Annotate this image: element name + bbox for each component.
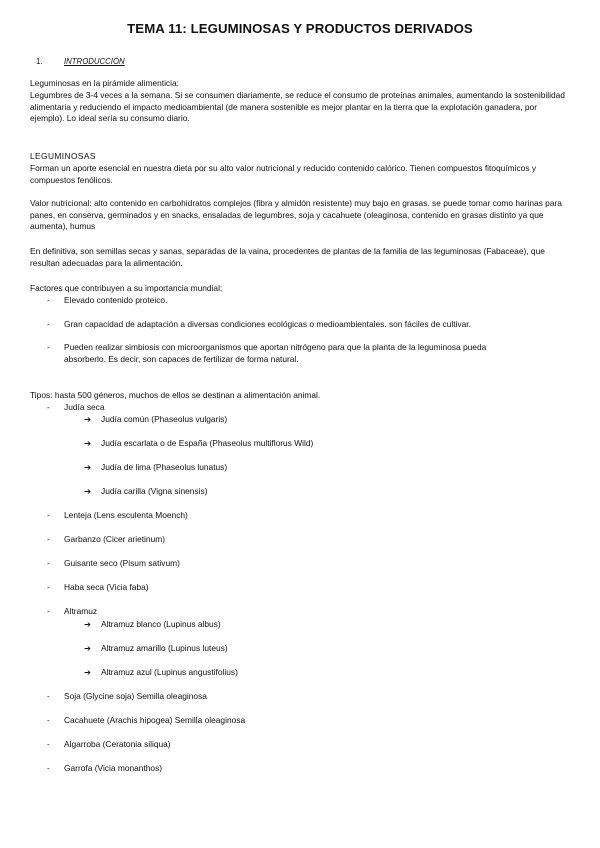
judia-subitem: Judía carilla (Vigna sinensis) [101, 486, 208, 496]
leguminosas-paragraph-1: Forman un aporte esencial en nuestra dieta por su alto valor nutricional y reducido contenido calórico. Tienen compuestos fitoquímicos y compuestos fenólicos. [30, 163, 537, 185]
tipo-item: Lenteja (Lens esculenta Moench) [64, 510, 188, 520]
arrow-icon: ➔ [84, 486, 92, 496]
judia-subitem: Judía común (Phaseolus vulgaris) [101, 414, 228, 424]
factores-heading: Factores que contribuyen a su importancia mundial: [30, 283, 223, 293]
leguminosas-heading: LEGUMINOSAS [30, 151, 96, 161]
arrow-icon: ➔ [84, 462, 92, 472]
tipo-item-judia: Judía seca [64, 402, 105, 412]
tipo-item: Guisante seco (Pisum sativum) [64, 558, 180, 568]
arrow-icon: ➔ [84, 414, 92, 424]
bullet-dash: - [47, 715, 50, 725]
leguminosas-paragraph-3: En definitiva, son semillas secas y sanas, separadas de la vaina, procedentes de plantas de la familia de las leguminosas (Fabaceae), que resultan adecuadas para la alimentación. [30, 246, 545, 268]
altramuz-subitem: Altramuz blanco (Lupinus albus) [101, 619, 221, 629]
intro-text: Legumbres de 3-4 veces a la semana. Si se consumen diariamente, se reduce el consumo de proteínas animales, aumentando la sostenibilidad alimentaria y reduciendo el impacto medioambiental (de manera sostenible es mejor plantar en la tierra que la explotación ganadera, por ejemplo). Lo ideal sería su consumo diario. [30, 90, 565, 123]
tipo-item: Soja (Glycine soja) Semilla oleaginosa [64, 691, 207, 701]
tipo-item: Garrofa (Vicia monanthos) [64, 763, 163, 773]
bullet-dash: - [47, 558, 50, 568]
bullet-dash: - [47, 691, 50, 701]
tipo-item: Algarroba (Ceratonia siliqua) [64, 739, 171, 749]
bullet-dash: - [47, 582, 50, 592]
altramuz-subitem: Altramuz amarillo (Lupinus luteus) [101, 643, 228, 653]
bullet-dash: - [47, 342, 50, 352]
factor-item: Pueden realizar simbiosis con microorganismos que aportan nitrógeno para que la planta de la leguminosa pueda absorberlo. Es decir, son capaces de fertilizar de forma natural. [64, 342, 487, 364]
altramuz-subitem: Altramuz azul (Lupinus angustifolius) [101, 667, 238, 677]
bullet-dash: - [47, 739, 50, 749]
leguminosas-paragraph-2: Valor nutricional: alto contenido en carbohidratos complejos (fibra y almidón resistente) muy bajo en grasas. se puede tomar como harinas para panes, en conserva, germinados y en snacks, ensaladas de legumbres, soja y cacahuete (oleaginosa, contenido en grasas distinto ya que aumenta), humus [30, 198, 562, 231]
tipos-heading: Tipos: hasta 500 géneros, muchos de ellos se destinan a alimentación animal. [30, 390, 321, 400]
bullet-dash: - [47, 606, 50, 616]
section-number: 1. [36, 57, 43, 66]
tipo-item: Cacahuete (Arachis hipogea) Semilla oleaginosa [64, 715, 246, 725]
bullet-dash: - [47, 319, 50, 329]
page-title: TEMA 11: LEGUMINOSAS Y PRODUCTOS DERIVADOS [127, 21, 473, 36]
tipo-item: Haba seca (Vicia faba) [64, 582, 149, 592]
bullet-dash: - [47, 402, 50, 412]
judia-subitem: Judía escarlata o de España (Phaseolus multiflorus Wild) [101, 438, 314, 448]
arrow-icon: ➔ [84, 438, 92, 448]
bullet-dash: - [47, 534, 50, 544]
arrow-icon: ➔ [84, 667, 92, 677]
factor-item: Elevado contenido proteico. [64, 295, 168, 305]
tipo-item-altramuz: Altramuz [64, 606, 98, 616]
bullet-dash: - [47, 295, 50, 305]
intro-heading: Leguminosas en la pirámide alimenticia: [30, 78, 179, 88]
section-title: INTRODUCCIÓN [64, 57, 125, 66]
arrow-icon: ➔ [84, 619, 92, 629]
factor-item: Gran capacidad de adaptación a diversas condiciones ecológicas o medioambientales. son fáciles de cultivar. [64, 319, 471, 329]
bullet-dash: - [47, 763, 50, 773]
arrow-icon: ➔ [84, 643, 92, 653]
judia-subitem: Judía de lima (Phaseolus lunatus) [101, 462, 228, 472]
bullet-dash: - [47, 510, 50, 520]
tipo-item: Garbanzo (Cicer arietinum) [64, 534, 165, 544]
